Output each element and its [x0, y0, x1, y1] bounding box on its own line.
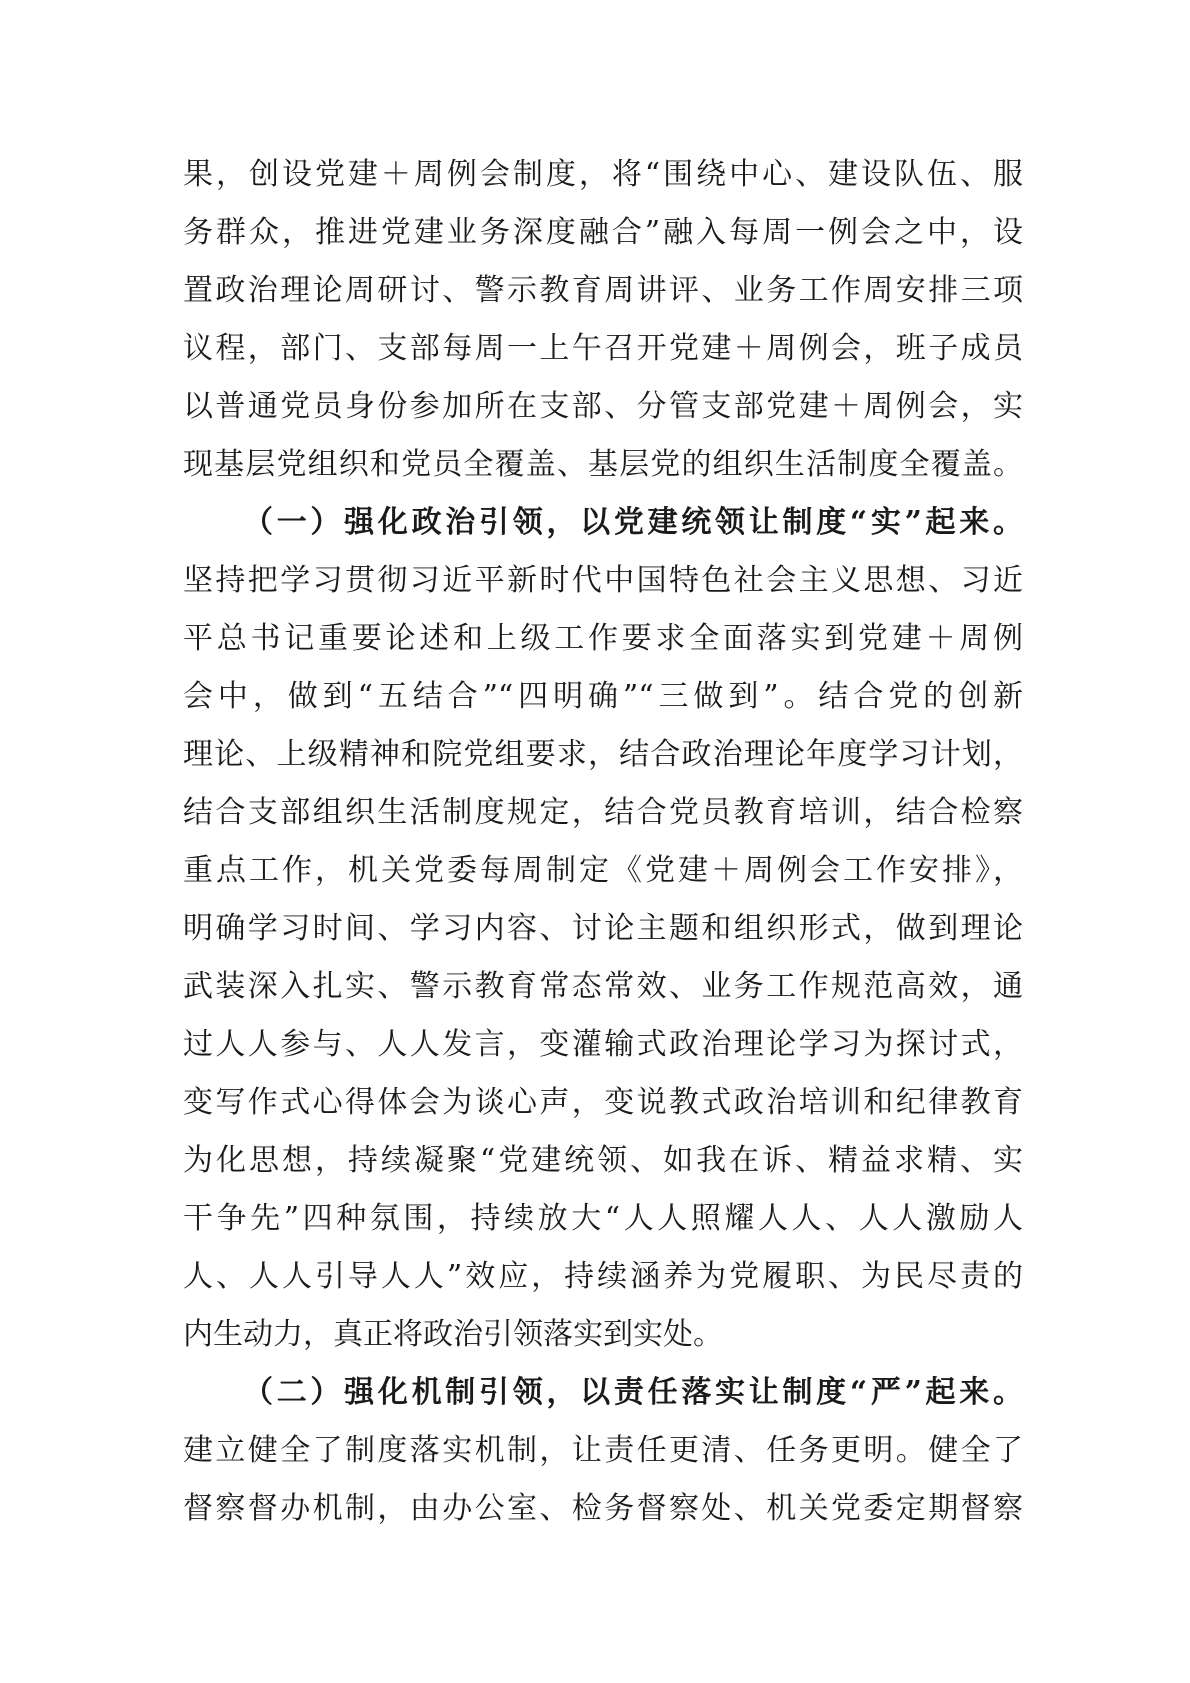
paragraph-line: 议程，部门、支部每周一上午召开党建＋周例会，班子成员: [183, 331, 1023, 366]
paragraph-line: 人、人人引导人人”效应，持续涵养为党履职、为民尽责的: [183, 1259, 1023, 1294]
paragraph-line: 为化思想，持续凝聚“党建统领、如我在诉、精益求精、实: [183, 1143, 1023, 1178]
paragraph-line: 重点工作，机关党委每周制定《党建＋周例会工作安排》，: [183, 853, 1023, 888]
paragraph-line: 建立健全了制度落实机制，让责任更清、任务更明。健全了: [183, 1433, 1023, 1468]
paragraph-line: 务群众，推进党建业务深度融合”融入每周一例会之中，设: [183, 215, 1023, 250]
paragraph-line: 过人人参与、人人发言，变灌输式政治理论学习为探讨式，: [183, 1027, 1023, 1062]
paragraph-line: 果，创设党建＋周例会制度，将“围绕中心、建设队伍、服: [183, 157, 1023, 192]
paragraph-line: 理论、上级精神和院党组要求，结合政治理论年度学习计划，: [183, 737, 1023, 772]
paragraph-line: 置政治理论周研讨、警示教育周讲评、业务工作周安排三项: [183, 273, 1023, 308]
paragraph-line: 明确学习时间、学习内容、讨论主题和组织形式，做到理论: [183, 911, 1023, 946]
paragraph-line: 督察督办机制，由办公室、检务督察处、机关党委定期督察: [183, 1491, 1023, 1526]
paragraph-line: 变写作式心得体会为谈心声，变说教式政治培训和纪律教育: [183, 1085, 1023, 1120]
section-heading-2: （二）强化机制引领，以责任落实让制度“严”起来。: [243, 1375, 1023, 1410]
body-text: [183, 146, 1023, 1538]
paragraph-line: 干争先”四种氛围，持续放大“人人照耀人人、人人激励人: [183, 1201, 1023, 1236]
paragraph-line: 内生动力，真正将政治引领落实到实处。: [183, 1317, 723, 1352]
paragraph-line: 结合支部组织生活制度规定，结合党员教育培训，结合检察: [183, 795, 1023, 830]
paragraph-line: 会中，做到“五结合”“四明确”“三做到”。结合党的创新: [183, 679, 1023, 714]
paragraph-line: 武装深入扎实、警示教育常态常效、业务工作规范高效，通: [183, 969, 1023, 1004]
paragraph-line: 平总书记重要论述和上级工作要求全面落实到党建＋周例: [183, 621, 1023, 656]
paragraph-line: 坚持把学习贯彻习近平新时代中国特色社会主义思想、习近: [183, 563, 1023, 598]
paragraph-line: 以普通党员身份参加所在支部、分管支部党建＋周例会，实: [183, 389, 1023, 424]
section-heading-1: （一）强化政治引领，以党建统领让制度“实”起来。: [243, 505, 1023, 540]
paragraph-line: 现基层党组织和党员全覆盖、基层党的组织生活制度全覆盖。: [183, 447, 1023, 482]
